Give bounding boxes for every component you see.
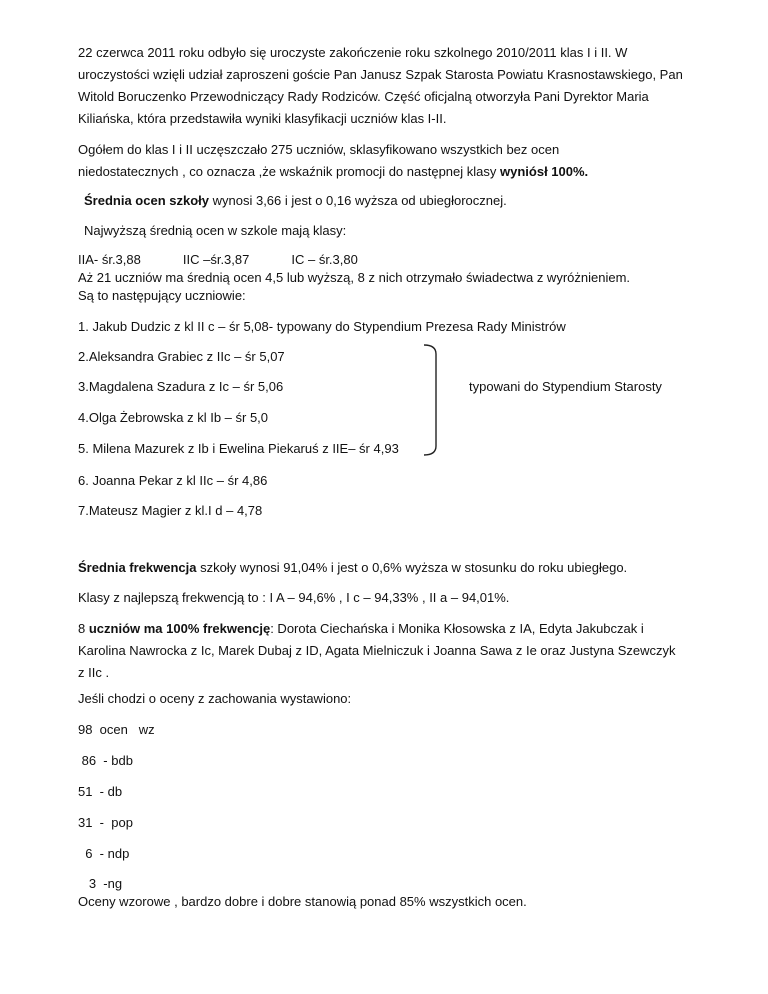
behavior-item-pop: 31 - pop	[78, 815, 133, 830]
attendance-text: szkoły wynosi 91,04% i jest o 0,6% wyższa w stosunku do roku ubiegłego.	[196, 560, 628, 575]
behavior-item-ng: 3 -ng	[78, 876, 123, 891]
top-classes-heading: Najwyższą średnią ocen w szkole mają klasy:	[84, 223, 347, 238]
best-attendance-line: Klasy z najlepszą frekwencją to : I A – 94,6% , I c – 94,33% , II a – 94,01%.	[78, 590, 510, 605]
student-item-3: 3.Magdalena Szadura z Ic – śr 5,06	[78, 379, 284, 394]
perfect-prefix: 8	[78, 621, 89, 636]
top-students-line-1: Aż 21 uczniów ma średnią ocen 4,5 lub wyższą, 8 z nich otrzymało świadectwa z wyróżnieniem.	[78, 270, 631, 285]
overall-line-2	[78, 161, 690, 183]
behavior-heading: Jeśli chodzi o oceny z zachowania wystawiono:	[78, 691, 352, 706]
average-text: wynosi 3,66 i jest o 0,16 wyższa od ubiegłorocznej.	[209, 193, 507, 208]
starosta-scholarship-note: typowani do Stypendium Starosty	[469, 379, 662, 394]
perfect-attendance-paragraph	[78, 618, 690, 684]
student-item-4: 4.Olga Żebrowska z kl Ib – śr 5,0	[78, 410, 269, 425]
average-label: Średnia ocen szkoły	[84, 193, 209, 208]
behavior-item-db: 51 - db	[78, 784, 123, 799]
promotion-rate: wyniósł 100%.	[500, 164, 589, 179]
perfect-text: : Dorota Ciechańska i Monika Kłosowska z IA, Edyta Jakubczak i	[270, 621, 644, 636]
intro-line-4: Kiliańska, która przedstawiła wyniki klasyfikacji uczniów klas I-II.	[78, 111, 447, 126]
student-item-5: 5. Milena Mazurek z Ib i Ewelina Piekaruś z IIE– śr 4,93	[78, 441, 399, 456]
intro-line-2: uroczystości wzięli udział zaproszeni goście Pan Janusz Szpak Starosta Powiatu Krasnostawskiego, Pan	[78, 67, 683, 82]
perfect-label: uczniów ma 100% frekwencję	[88, 621, 271, 636]
behavior-item-wz: 98 ocen wz	[78, 722, 155, 737]
right-brace-icon	[422, 344, 452, 456]
overall-line-2-text: niedostatecznych , co oznacza ,że wskaźnik promocji do następnej klasy	[78, 164, 500, 179]
intro-line-3: Witold Boruczenko Przewodniczący Rady Rodziców. Część oficjalną otworzyła Pani Dyrektor Maria	[78, 89, 649, 104]
closing-line: Oceny wzorowe , bardzo dobre i dobre stanowią ponad 85% wszystkich ocen.	[78, 894, 527, 909]
overall-paragraph	[78, 139, 690, 183]
student-item-1: 1. Jakub Dudzic z kl II c – śr 5,08- typowany do Stypendium Prezesa Rady Ministrów	[78, 319, 566, 334]
top-class-2: IIC –śr.3,87	[182, 252, 250, 267]
intro-paragraph	[78, 42, 690, 130]
perfect-line-3: z IIc .	[78, 665, 110, 680]
attendance-paragraph	[78, 557, 690, 579]
top-class-1: IIA- śr.3,88	[78, 252, 141, 267]
behavior-item-bdb: 86 - bdb	[78, 753, 133, 768]
overall-line-1: Ogółem do klas I i II uczęszczało 275 uczniów, sklasyfikowano wszystkich bez ocen	[78, 142, 560, 157]
student-item-6: 6. Joanna Pekar z kl IIc – śr 4,86	[78, 473, 268, 488]
student-item-2: 2.Aleksandra Grabiec z IIc – śr 5,07	[78, 349, 285, 364]
intro-line-1: 22 czerwca 2011 roku odbyło się uroczyste zakończenie roku szkolnego 2010/2011 klas I i II. W	[78, 45, 628, 60]
top-class-3: IC – śr.3,80	[291, 252, 358, 267]
perfect-line-1	[78, 618, 690, 640]
average-paragraph	[84, 190, 696, 212]
top-students-line-2: Są to następujący uczniowie:	[78, 288, 246, 303]
student-item-7: 7.Mateusz Magier z kl.I d – 4,78	[78, 503, 263, 518]
perfect-line-2: Karolina Nawrocka z Ic, Marek Dubaj z ID, Agata Mielniczuk i Joanna Sawa z Ie oraz Justyna Szewczyk	[78, 643, 676, 658]
attendance-label: Średnia frekwencja	[78, 560, 197, 575]
behavior-item-ndp: 6 - ndp	[78, 846, 130, 861]
